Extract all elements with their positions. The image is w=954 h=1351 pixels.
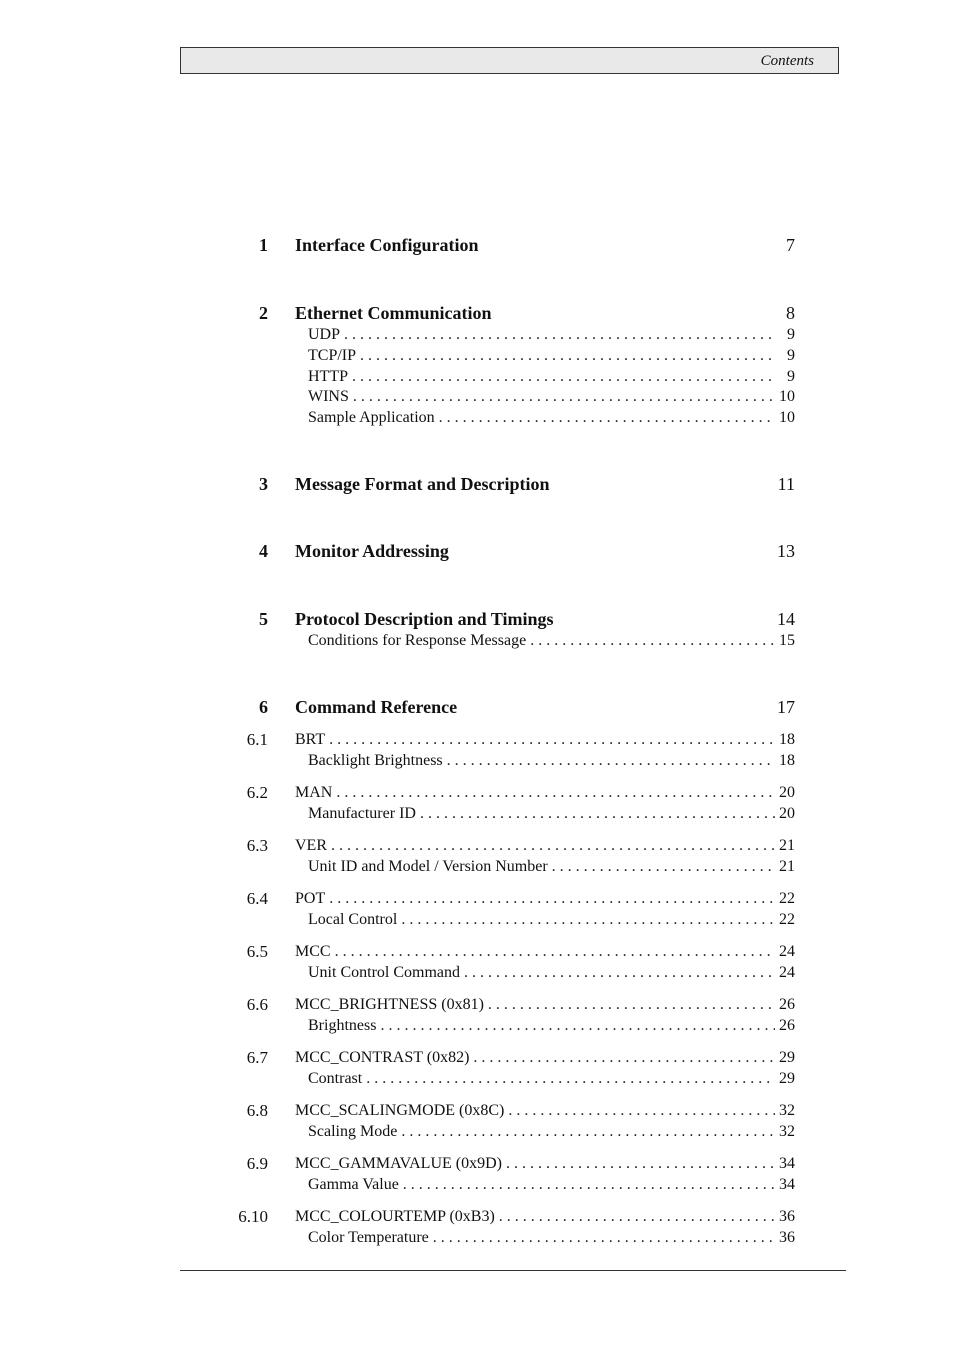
entry-label: MCC_BRIGHTNESS (0x81) [295, 995, 488, 1015]
toc-subentry[interactable] [0, 857, 954, 879]
chapter-page: 17 [777, 697, 795, 717]
entry-page: 20 [775, 783, 795, 803]
footer-rule [180, 1270, 846, 1271]
chapter-number: 3 [259, 474, 268, 494]
toc-chapter[interactable] [0, 303, 954, 325]
entry-label: MAN [295, 783, 336, 803]
toc-subentry[interactable] [0, 1228, 954, 1250]
entry-page: 34 [775, 1154, 795, 1174]
dot-leader [331, 836, 775, 856]
running-header-label: Contents [760, 53, 814, 69]
section-number: 6.9 [246, 1154, 268, 1173]
dot-leader [352, 367, 777, 387]
entry-page: 29 [775, 1048, 795, 1068]
toc-chapter[interactable] [0, 235, 954, 257]
entry-label: Unit ID and Model / Version Number [308, 857, 552, 877]
chapter-page: 7 [786, 235, 795, 255]
toc-subentry[interactable] [0, 387, 954, 409]
toc-subentry[interactable] [0, 1069, 954, 1091]
dot-leader [447, 751, 775, 771]
entry-label: Brightness [308, 1016, 380, 1036]
entry-page: 22 [775, 910, 795, 930]
chapter-page: 14 [777, 609, 795, 629]
toc-chapter[interactable] [0, 541, 954, 563]
chapter-number: 2 [259, 303, 268, 323]
entry-label: UDP [308, 325, 344, 345]
chapter-number: 5 [259, 609, 268, 629]
toc-subentry[interactable] [0, 1175, 954, 1197]
toc-section[interactable] [0, 1101, 954, 1123]
toc-chapter[interactable] [0, 609, 954, 631]
toc-subentry[interactable] [0, 367, 954, 389]
section-number: 6.1 [246, 730, 268, 749]
toc-subentry[interactable] [0, 963, 954, 985]
entry-label: Contrast [308, 1069, 366, 1089]
toc-subentry[interactable] [0, 346, 954, 368]
dot-leader [344, 325, 777, 345]
entry-page: 20 [775, 804, 795, 824]
dot-leader [420, 804, 775, 824]
dot-leader [433, 1228, 775, 1248]
toc-section[interactable] [0, 942, 954, 964]
entry-label: MCC_GAMMAVALUE (0x9D) [295, 1154, 506, 1174]
toc-section[interactable] [0, 1154, 954, 1176]
section-number: 6.3 [246, 836, 268, 855]
entry-page: 24 [775, 963, 795, 983]
entry-label: WINS [308, 387, 353, 407]
entry-label: BRT [295, 730, 329, 750]
dot-leader [506, 1154, 775, 1174]
toc-chapter[interactable] [0, 474, 954, 496]
dot-leader [401, 910, 775, 930]
entry-label: MCC_CONTRAST (0x82) [295, 1048, 473, 1068]
entry-label: TCP/IP [308, 346, 360, 366]
chapter-title: Protocol Description and Timings [295, 609, 554, 629]
toc-subentry[interactable] [0, 910, 954, 932]
dot-leader [336, 783, 775, 803]
dot-leader [508, 1101, 775, 1121]
dot-leader [353, 387, 775, 407]
chapter-number: 4 [259, 541, 268, 561]
entry-label: Manufacturer ID [308, 804, 420, 824]
dot-leader [403, 1175, 775, 1195]
entry-label: Gamma Value [308, 1175, 403, 1195]
dot-leader [473, 1048, 775, 1068]
entry-page: 32 [775, 1101, 795, 1121]
entry-page: 36 [775, 1228, 795, 1248]
dot-leader [552, 857, 775, 877]
entry-page: 34 [775, 1175, 795, 1195]
entry-page: 24 [775, 942, 795, 962]
entry-label: HTTP [308, 367, 352, 387]
entry-page: 21 [775, 836, 795, 856]
toc-subentry[interactable] [0, 1122, 954, 1144]
entry-label: POT [295, 889, 329, 909]
toc-subentry[interactable] [0, 631, 954, 653]
entry-page: 36 [775, 1207, 795, 1227]
toc-section[interactable] [0, 836, 954, 858]
toc-section[interactable] [0, 783, 954, 805]
entry-page: 26 [775, 1016, 795, 1036]
entry-page: 10 [775, 387, 795, 407]
entry-page: 29 [775, 1069, 795, 1089]
chapter-number: 1 [259, 235, 268, 255]
dot-leader [439, 408, 775, 428]
entry-label: Sample Application [308, 408, 439, 428]
dot-leader [335, 942, 775, 962]
section-number: 6.7 [246, 1048, 268, 1067]
toc-chapter[interactable] [0, 697, 954, 719]
entry-label: Scaling Mode [308, 1122, 401, 1142]
entry-page: 9 [777, 325, 795, 345]
dot-leader [366, 1069, 775, 1089]
section-number: 6.4 [246, 889, 268, 908]
entry-label: Local Control [308, 910, 401, 930]
chapter-title: Message Format and Description [295, 474, 550, 494]
dot-leader [530, 631, 775, 651]
toc-subentry[interactable] [0, 804, 954, 826]
section-number: 6.5 [246, 942, 268, 961]
toc-section[interactable] [0, 995, 954, 1017]
section-number: 6.2 [246, 783, 268, 802]
dot-leader [499, 1207, 775, 1227]
entry-page: 26 [775, 995, 795, 1015]
entry-page: 32 [775, 1122, 795, 1142]
section-number: 6.10 [238, 1207, 268, 1226]
chapter-title: Monitor Addressing [295, 541, 449, 561]
section-number: 6.8 [246, 1101, 268, 1120]
dot-leader [464, 963, 775, 983]
toc-section[interactable] [0, 1048, 954, 1070]
entry-page: 9 [777, 346, 795, 366]
dot-leader [488, 995, 775, 1015]
entry-label: VER [295, 836, 331, 856]
dot-leader [380, 1016, 775, 1036]
entry-page: 18 [775, 751, 795, 771]
entry-page: 10 [775, 408, 795, 428]
chapter-number: 6 [259, 697, 268, 717]
entry-label: Conditions for Response Message [308, 631, 530, 651]
entry-label: Color Temperature [308, 1228, 433, 1248]
toc-subentry[interactable] [0, 751, 954, 773]
entry-label: Backlight Brightness [308, 751, 447, 771]
entry-label: MCC_COLOURTEMP (0xB3) [295, 1207, 499, 1227]
dot-leader [401, 1122, 775, 1142]
entry-label: MCC [295, 942, 335, 962]
toc-section[interactable] [0, 730, 954, 752]
chapter-page: 11 [777, 474, 795, 494]
entry-page: 9 [777, 367, 795, 387]
dot-leader [329, 730, 775, 750]
chapter-page: 8 [786, 303, 795, 323]
toc-section[interactable] [0, 889, 954, 911]
entry-page: 21 [775, 857, 795, 877]
section-number: 6.6 [246, 995, 268, 1014]
entry-page: 22 [775, 889, 795, 909]
chapter-title: Command Reference [295, 697, 458, 717]
toc-subentry[interactable] [0, 1016, 954, 1038]
chapter-page: 13 [777, 541, 795, 561]
dot-leader [329, 889, 775, 909]
entry-label: Unit Control Command [308, 963, 464, 983]
toc-section[interactable] [0, 1207, 954, 1229]
entry-page: 15 [775, 631, 795, 651]
toc-subentry[interactable] [0, 325, 954, 347]
chapter-title: Interface Configuration [295, 235, 479, 255]
entry-page: 18 [775, 730, 795, 750]
toc-subentry[interactable] [0, 408, 954, 430]
chapter-title: Ethernet Communication [295, 303, 492, 323]
entry-label: MCC_SCALINGMODE (0x8C) [295, 1101, 508, 1121]
dot-leader [360, 346, 777, 366]
